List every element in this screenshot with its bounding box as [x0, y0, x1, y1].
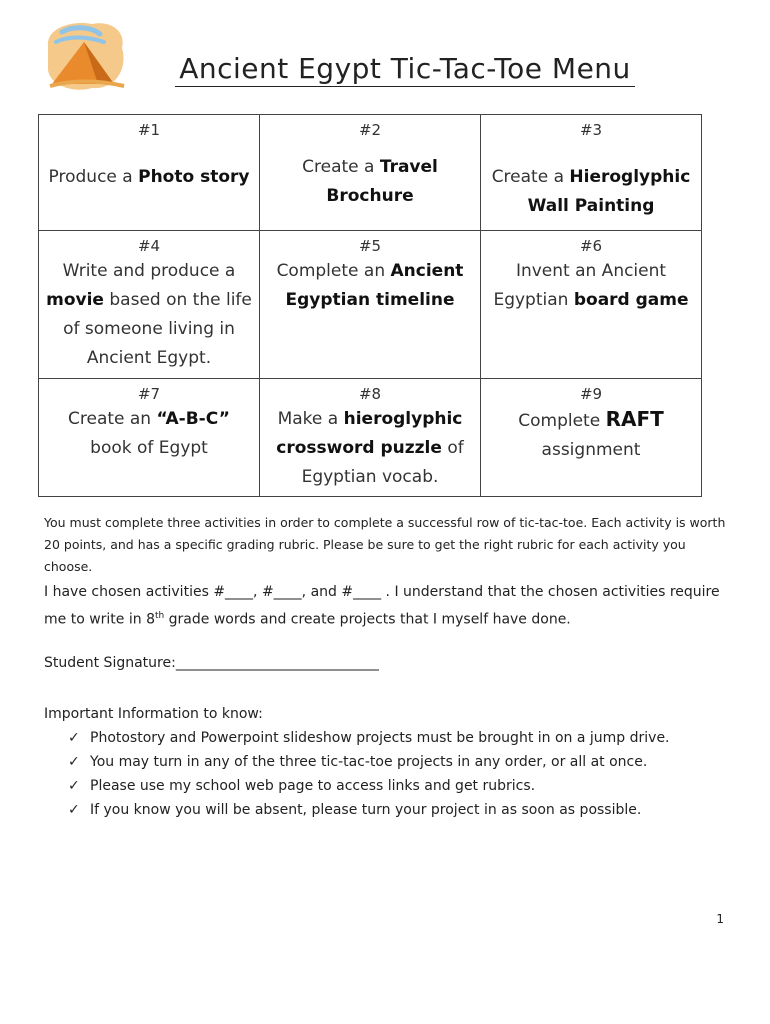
activity-number: #2: [358, 121, 382, 139]
activity-text-pre: Create an: [68, 409, 157, 429]
activity-text-bold: “A-B-C”: [156, 409, 230, 429]
student-signature-line: Student Signature:_____________________________: [44, 655, 379, 671]
tic-tac-toe-grid: [38, 114, 702, 497]
activity-text-bold: Photo story: [138, 167, 250, 187]
list-item-text: You may turn in any of the three tic-tac-toe projects in any order, or all at once.: [90, 754, 648, 770]
list-item: [68, 774, 670, 798]
list-item-text: Photostory and Powerpoint slideshow projects must be brought in on a jump drive.: [90, 730, 670, 746]
activity-cell-7: [39, 379, 260, 497]
activity-text-pre: Produce a: [48, 167, 139, 187]
activity-text-pre: Create a: [491, 167, 570, 187]
activity-cell-1: [39, 115, 260, 231]
activity-cell-5: [260, 231, 481, 379]
activity-number: #4: [137, 237, 161, 255]
activity-number: #9: [579, 385, 603, 403]
chosen-activities-text: I have chosen activities #____, #____, and #____ . I understand that the chosen activities require me to write in 8: [44, 584, 720, 628]
activity-cell-3: [481, 115, 702, 231]
list-item-text: If you know you will be absent, please turn your project in as soon as possible.: [90, 802, 642, 818]
activity-text-pre: Make a: [277, 409, 344, 429]
activity-text-pre: Complete an: [276, 261, 391, 281]
activity-text-pre: Invent an Ancient Egyptian: [493, 261, 667, 310]
activity-number: #1: [137, 121, 161, 139]
activity-text-post: based on the life of someone living in Ancient Egypt.: [63, 290, 252, 368]
activity-text-bold: RAFT: [605, 407, 664, 431]
activity-text-pre: Create a: [302, 157, 380, 177]
activity-text-post: book of Egypt: [90, 438, 208, 458]
activity-cell-8: [260, 379, 481, 497]
activity-text-pre: Write and produce a: [62, 261, 236, 281]
activity-cell-9: [481, 379, 702, 497]
activity-text-post: assignment: [541, 440, 641, 460]
list-item: [68, 750, 670, 774]
activity-text-bold: movie: [46, 290, 104, 310]
activity-number: #3: [579, 121, 603, 139]
chosen-activities-statement: [44, 580, 734, 632]
list-item: [68, 726, 670, 750]
list-item-text: Please use my school web page to access links and get rubrics.: [90, 778, 536, 794]
page-title: Ancient Egypt Tic-Tac-Toe Menu: [0, 52, 770, 85]
activity-text-post: of Egyptian vocab.: [301, 438, 464, 487]
chosen-activities-text-end: grade words and create projects that I myself have done.: [164, 611, 571, 628]
ordinal-suffix: th: [154, 611, 165, 621]
activity-cell-6: [481, 231, 702, 379]
activity-text-bold: hieroglyphic crossword puzzle: [276, 409, 463, 458]
activity-text-bold: Travel Brochure: [326, 157, 438, 206]
checkmark-icon: ✓: [68, 730, 80, 746]
activity-cell-2: [260, 115, 481, 231]
page-number: 1: [716, 912, 724, 926]
checkmark-icon: ✓: [68, 778, 80, 794]
intro-paragraph: You must complete three activities in order to complete a successful row of tic-tac-toe. Each activity is worth 20 points, and has a specific grading rubric. Please be sure to get the right rubric for each activity you choose.: [44, 515, 726, 574]
activity-text-bold: board game: [573, 290, 689, 310]
activity-text-pre: Complete: [518, 411, 606, 431]
activity-number: #7: [137, 385, 161, 403]
activity-text-bold: Ancient Egyptian timeline: [285, 261, 464, 310]
checkmark-icon: ✓: [68, 754, 80, 770]
activity-text-bold: Hieroglyphic Wall Painting: [527, 167, 691, 216]
list-item: [68, 798, 670, 822]
important-info-list: [68, 726, 670, 822]
activity-number: #6: [579, 237, 603, 255]
important-heading: Important Information to know:: [44, 706, 263, 722]
activity-cell-4: [39, 231, 260, 379]
activity-number: #8: [358, 385, 382, 403]
activity-number: #5: [358, 237, 382, 255]
checkmark-icon: ✓: [68, 802, 80, 818]
